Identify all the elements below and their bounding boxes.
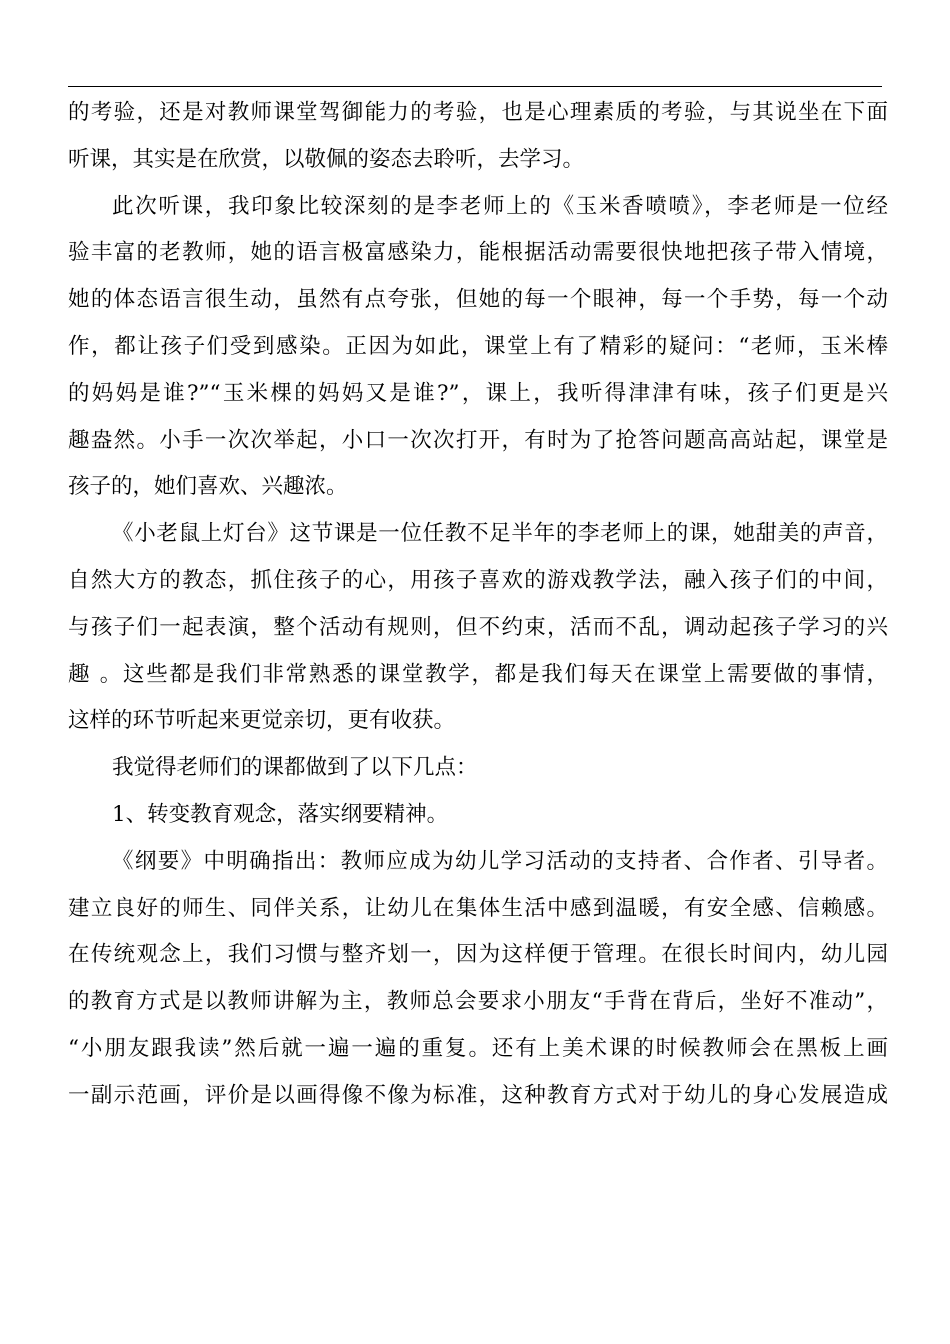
document-body bbox=[68, 90, 888, 1120]
text-line: 验丰富的老教师，她的语言极富感染力，能根据活动需要很快地把孩子带入情境， bbox=[68, 240, 888, 266]
text-line: 孩子的，她们喜欢、兴趣浓。 bbox=[68, 474, 348, 500]
text-line: 作，都让孩子们受到感染。正因为如此，课堂上有了精彩的疑问：“老师，玉米棒 bbox=[68, 333, 888, 359]
text-line: 这样的环节听起来更觉亲切，更有收获。 bbox=[68, 708, 456, 734]
text-line: 此次听课，我印象比较深刻的是李老师上的《玉米香喷喷》，李老师是一位经 bbox=[112, 193, 888, 219]
text-line: 的考验，还是对教师课堂驾御能力的考验，也是心理素质的考验，与其说坐在下面 bbox=[68, 100, 888, 125]
text-line: “小朋友跟我读”然后就一遍一遍的重复。还有上美术课的时候教师会在黑板上画 bbox=[68, 1035, 888, 1061]
text-line: 听课，其实是在欣赏，以敬佩的姿态去聆听，去学习。 bbox=[68, 146, 585, 172]
text-line: 建立良好的师生、同伴关系，让幼儿在集体生活中感到温暖，有安全感、信赖感。 bbox=[68, 895, 888, 921]
text-line: 她的体态语言很生动，虽然有点夸张，但她的每一个眼神，每一个手势，每一个动 bbox=[68, 287, 888, 313]
text-line: 我觉得老师们的课都做到了以下几点： bbox=[112, 755, 478, 781]
header-rule bbox=[68, 86, 882, 87]
text-line: 《纲要》中明确指出：教师应成为幼儿学习活动的支持者、合作者、引导者。 bbox=[112, 848, 888, 874]
text-line: 趣盎然。小手一次次举起，小口一次次打开，有时为了抢答问题高高站起，课堂是 bbox=[68, 427, 888, 453]
text-line: 1、转变教育观念，落实纲要精神。 bbox=[112, 801, 449, 827]
text-line: 的妈妈是谁?”“玉米棵的妈妈又是谁?”，课上，我听得津津有味，孩子们更是兴 bbox=[68, 380, 888, 406]
text-line: 一副示范画，评价是以画得像不像为标准，这种教育方式对于幼儿的身心发展造成 bbox=[68, 1082, 888, 1108]
text-line: 的教育方式是以教师讲解为主，教师总会要求小朋友“手背在背后，坐好不准动”， bbox=[68, 989, 888, 1015]
text-line: 趣 。这些都是我们非常熟悉的课堂教学，都是我们每天在课堂上需要做的事情， bbox=[68, 661, 888, 687]
text-line: 《小老鼠上灯台》这节课是一位任教不足半年的李老师上的课，她甜美的声音， bbox=[112, 521, 888, 547]
text-line: 在传统观念上，我们习惯与整齐划一，因为这样便于管理。在很长时间内，幼儿园 bbox=[68, 942, 888, 968]
text-line: 与孩子们一起表演，整个活动有规则，但不约束，活而不乱，调动起孩子学习的兴 bbox=[68, 614, 888, 640]
text-line: 自然大方的教态，抓住孩子的心，用孩子喜欢的游戏教学法，融入孩子们的中间， bbox=[68, 567, 888, 593]
